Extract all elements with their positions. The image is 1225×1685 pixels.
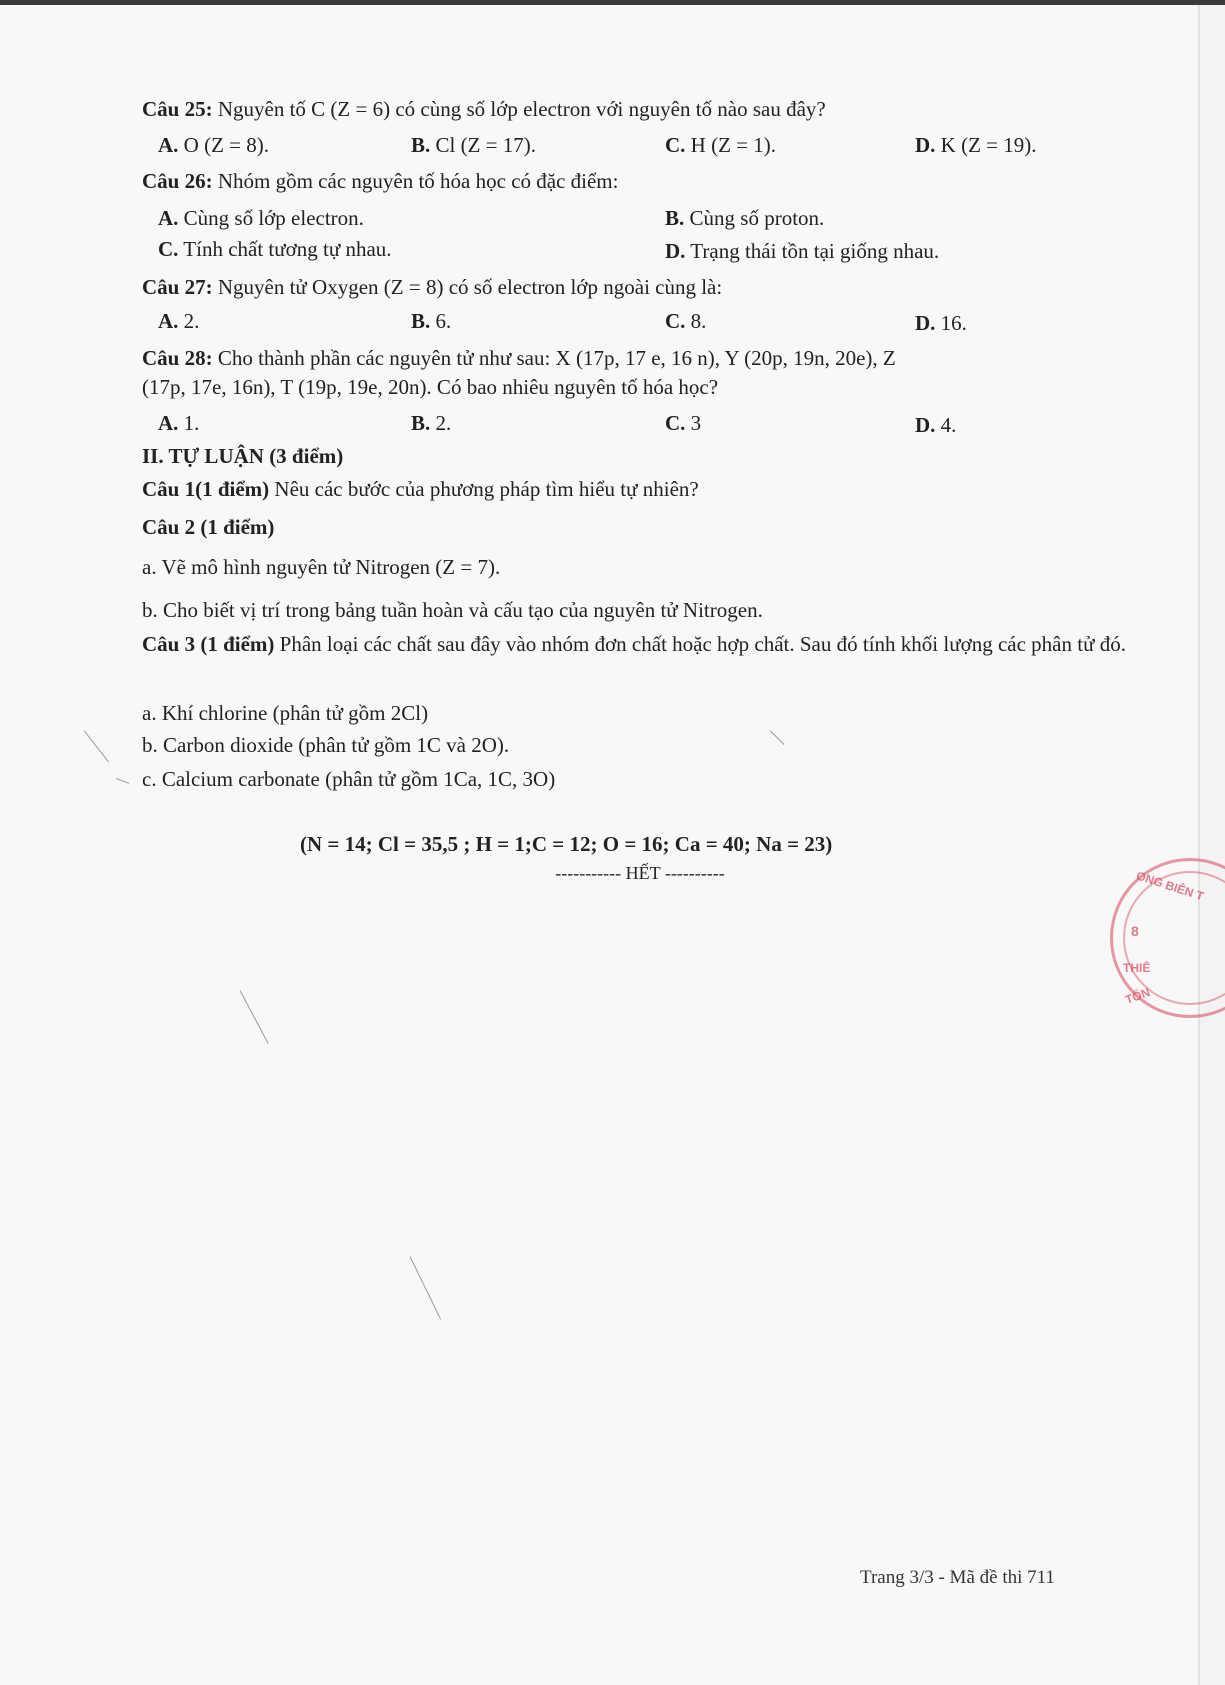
stamp-text-left: THIÊ [1123,961,1151,975]
question-26-label: Câu 26: [142,169,213,193]
question-26-text: Nhóm gồm các nguyên tố hóa học có đặc điểm: [212,169,619,193]
essay-question-1-text: Nêu các bước của phương pháp tìm hiểu tự nhiên? [269,477,699,501]
stamp-text-mid: 8 [1131,923,1139,939]
essay-question-3-part-a: a. Khí chlorine (phân tử gồm 2Cl) [142,701,429,725]
essay-question-2-label: Câu 2 (1 điểm) [142,515,275,539]
stamp-text-top: ONG BIÊN T [1134,868,1206,904]
question-28-text-line2: (17p, 17e, 16n), T (19p, 19e, 20n). Có bao nhiêu nguyên tố hóa học? [142,375,719,399]
essay-question-2-part-b: b. Cho biết vị trí trong bảng tuần hoàn và cấu tạo của nguyên tử Nitrogen. [142,598,763,622]
essay-question-2 [142,514,274,540]
essay-question-3-part-c: c. Calcium carbonate (phân tử gồm 1Ca, 1C, 3O) [142,767,556,791]
question-26-option-c: C. Tính chất tương tự nhau. [158,237,392,261]
question-27-option-c: C. 8. [665,309,707,333]
essay-question-3 [142,628,1142,660]
question-25-option-a: A. O (Z = 8). [158,133,269,157]
essay-question-1-label: Câu 1(1 điểm) [142,477,270,501]
atomic-masses: (N = 14; Cl = 35,5 ; H = 1;C = 12; O = 16; Ca = 40; Na = 23) [300,832,833,856]
question-27-option-d: D. 16. [915,311,967,335]
essay-question-3-label: Câu 3 (1 điểm) [142,632,275,656]
essay-question-3-text: Phân loại các chất sau đây vào nhóm đơn chất hoặc hợp chất. Sau đó tính khối lượng các phân tử đó. [274,632,1126,656]
question-28-text-line1: Cho thành phần các nguyên tử như sau: X (17p, 17 e, 16 n), Y (20p, 19n, 20e), Z [212,346,896,370]
question-25-text: Nguyên tố C (Z = 6) có cùng số lớp electron với nguyên tố nào sau đây? [212,97,826,121]
section-heading-essay: II. TỰ LUẬN (3 điểm) [142,444,344,468]
question-26-option-b: B. Cùng số proton. [665,206,825,230]
stamp-text-bottom: TỐN [1123,985,1152,1007]
question-28-option-b: B. 2. [411,411,452,435]
question-25-label: Câu 25: [142,97,213,121]
page-footer: Trang 3/3 - Mã đề thi 711 [860,1567,1055,1588]
question-25 [142,96,826,122]
essay-question-3-part-b: b. Carbon dioxide (phân tử gồm 1C và 2O). [142,733,510,757]
question-28-option-d: D. 4. [915,413,957,437]
question-28-option-c: C. 3 [665,411,702,435]
question-25-option-d: D. K (Z = 19). [915,133,1037,157]
question-28-label: Câu 28: [142,346,213,370]
essay-question-2-part-a: a. Vẽ mô hình nguyên tử Nitrogen (Z = 7). [142,555,501,579]
essay-question-1 [142,476,699,502]
question-27-option-b: B. 6. [411,309,452,333]
question-27-text: Nguyên tử Oxygen (Z = 8) có số electron lớp ngoài cùng là: [212,275,723,299]
question-27-label: Câu 27: [142,275,213,299]
question-28 [142,345,896,371]
question-27 [142,274,722,300]
question-25-option-c: C. H (Z = 1). [665,133,776,157]
question-28-option-a: A. 1. [158,411,200,435]
question-26-option-d: D. Trạng thái tồn tại giống nhau. [665,239,940,263]
question-26 [142,168,618,194]
question-26-option-a: A. Cùng số lớp electron. [158,206,364,230]
question-25-option-b: B. Cl (Z = 17). [411,133,537,157]
end-marker: ----------- HẾT ---------- [555,863,725,883]
scan-top-edge [0,0,1225,5]
question-27-option-a: A. 2. [158,309,200,333]
